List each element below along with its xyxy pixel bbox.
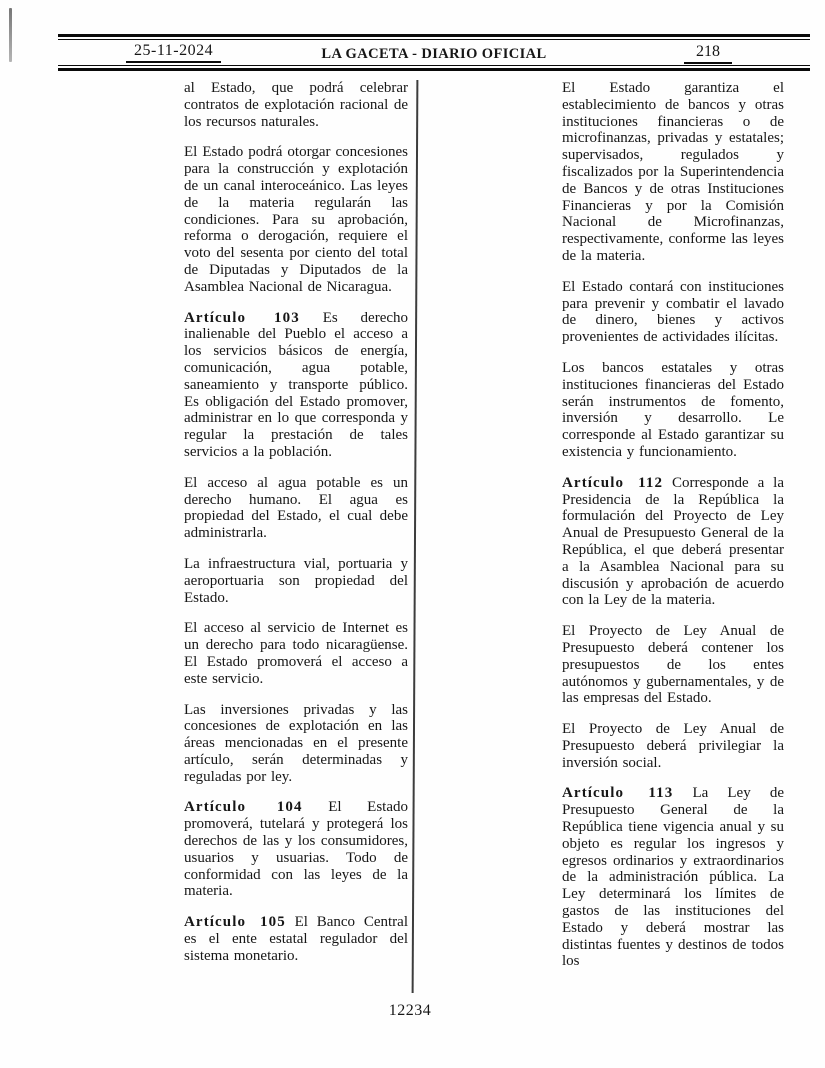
paragraph: Artículo 105 El Banco Central es el ente estatal regulador del sistema monetario. bbox=[184, 914, 408, 964]
paragraph: Artículo 113 La Ley de Presupuesto General de la República tiene vigencia anual y su objeto es regular los ingresos y egresos ordinarios y extraordinarios de la administración pública. La Ley determinará los límites de gastos de las instituciones del Estado y deberá mostrar las distintas fuentes y destinos de todos los bbox=[562, 785, 784, 970]
header-page-number: 218 bbox=[684, 43, 732, 64]
article-number: Artículo 105 bbox=[184, 914, 286, 931]
right-column bbox=[562, 80, 784, 984]
header-date: 25-11-2024 bbox=[126, 42, 221, 63]
article-number: Artículo 112 bbox=[562, 474, 664, 491]
paragraph: Artículo 103 Es derecho inalienable del Pueblo el acceso a los servicios básicos de energía, comunicación, agua potable, saneamiento y transporte público. Es obligación del Estado promover, administrar en lo que corresponda y regular la prestación de tales servicios a la población. bbox=[184, 309, 409, 460]
scan-artifact bbox=[9, 8, 12, 62]
paragraph: El Estado podrá otorgar concesiones para la construcción y explotación de un canal interoceánico. Las leyes de la materia regularán las condiciones. Para su aprobación, reforma o derogación, requiere el voto del sesenta por ciento del total de Diputadas y Diputados de la Asamblea Nacional de Nicaragua. bbox=[184, 144, 408, 295]
paragraph: Artículo 112 Corresponde a la Presidencia de la República la formulación del Proyecto de Ley Anual de Presupuesto General de la República, el que deberá presentar a la Asamblea Nacional para su discusión y aprobación de acuerdo con la Ley de la materia. bbox=[562, 474, 784, 609]
gazette-title: LA GACETA - DIARIO OFICIAL bbox=[321, 46, 547, 62]
paragraph: Los bancos estatales y otras instituciones financieras del Estado serán instrumentos de fomento, inversión y desarrollo. Le corresponde al Estado garantizar su existencia y funcionamiento. bbox=[562, 359, 784, 460]
article-number: Artículo 104 bbox=[184, 799, 303, 816]
article-number: Artículo 103 bbox=[184, 309, 300, 326]
paragraph: El Estado garantiza el establecimiento de bancos y otras instituciones financieras o de microfinanzas, privadas y estatales; supervisados, regulados y fiscalizados por la Superintendencia de Bancos y de otras Instituciones Financieras y por la Comisión Nacional de Microfinanzas, respectivamente, conforme las leyes de la materia. bbox=[562, 80, 784, 264]
paragraph: Artículo 104 El Estado promoverá, tutelará y protegerá los derechos de las y los consumidores, usuarios y usuarias. Todo de conformidad con las leyes de la materia. bbox=[184, 799, 408, 900]
column-divider bbox=[412, 80, 419, 993]
page-header bbox=[58, 34, 810, 71]
header-text-row bbox=[58, 40, 810, 65]
paragraph: al Estado, que podrá celebrar contratos de explotación racional de los recursos naturales. bbox=[184, 80, 408, 130]
left-column bbox=[184, 80, 408, 979]
paragraph: El acceso al servicio de Internet es un derecho para todo nicaragüense. El Estado promoverá el acceso a este servicio. bbox=[184, 620, 408, 687]
paragraph: El acceso al agua potable es un derecho humano. El agua es propiedad del Estado, el cual debe administrarla. bbox=[184, 474, 408, 542]
footer-folio: 12234 bbox=[388, 1002, 432, 1019]
paragraph: El Proyecto de Ley Anual de Presupuesto deberá privilegiar la inversión social. bbox=[562, 721, 784, 771]
header-rule-bottom-thick bbox=[58, 68, 810, 71]
paragraph: El Estado contará con instituciones para prevenir y combatir el lavado de dinero, bienes y activos provenientes de actividades ilícitas. bbox=[562, 278, 784, 346]
paragraph: La infraestructura vial, portuaria y aeroportuaria son propiedad del Estado. bbox=[184, 555, 408, 606]
article-number: Artículo 113 bbox=[562, 785, 674, 802]
paragraph: El Proyecto de Ley Anual de Presupuesto deberá contener los presupuestos de los entes autónomos y gubernamentales, y de las empresas del Estado. bbox=[562, 623, 784, 707]
paragraph: Las inversiones privadas y las concesiones de explotación en las áreas mencionadas en el presente artículo, serán determinadas y reguladas por ley. bbox=[184, 701, 408, 785]
